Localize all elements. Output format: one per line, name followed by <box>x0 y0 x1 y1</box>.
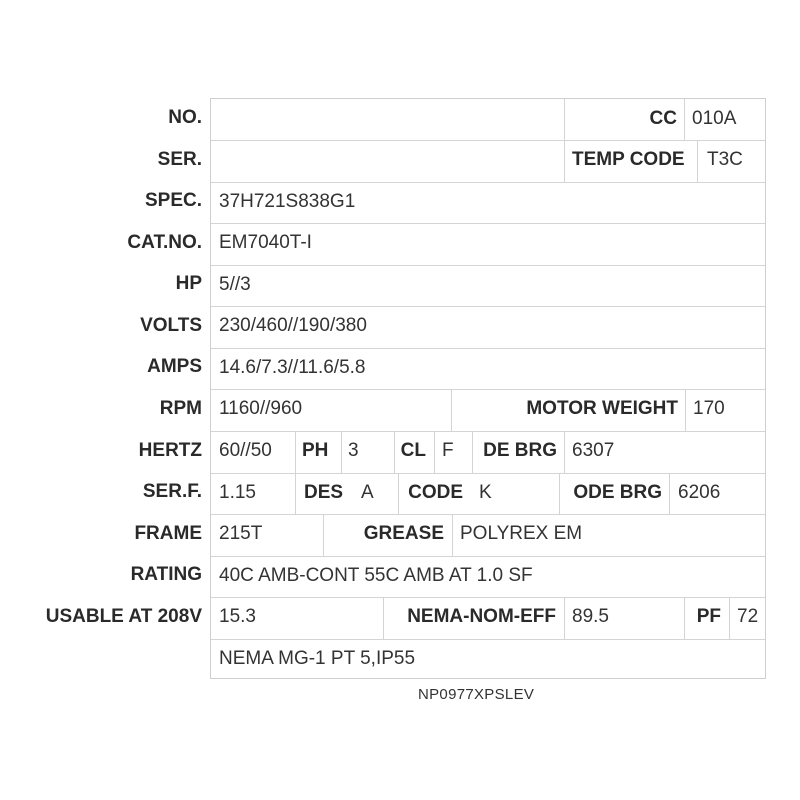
label-cat-no: CAT.NO. <box>127 232 202 253</box>
hp-value: 5//3 <box>219 274 251 295</box>
cc-value: 010A <box>692 108 737 129</box>
label-spec: SPEC. <box>144 190 202 211</box>
part-number-footer: NP0977XPSLEV <box>418 686 535 703</box>
grid-line <box>684 99 685 140</box>
label-volts: VOLTS <box>140 315 202 336</box>
temp-code-label: TEMP CODE <box>572 149 685 170</box>
grid-line <box>341 431 342 473</box>
usable-value: 15.3 <box>219 606 256 627</box>
cl-label: CL <box>400 440 426 461</box>
label-usable: USABLE AT 208V <box>45 606 202 627</box>
grease-label: GREASE <box>363 523 444 544</box>
label-hp: HP <box>175 273 202 294</box>
grid-line <box>669 473 670 514</box>
rating-value: 40C AMB-CONT 55C AMB AT 1.0 SF <box>219 565 533 586</box>
nema-nom-eff-value: 89.5 <box>572 606 609 627</box>
nema-mg-value: NEMA MG-1 PT 5,IP55 <box>219 648 416 669</box>
ph-label: PH <box>302 440 329 461</box>
grease-value: POLYREX EM <box>460 523 583 544</box>
volts-value: 230/460//190/380 <box>219 315 367 336</box>
label-frame: FRAME <box>134 523 202 544</box>
label-hertz: HERTZ <box>138 440 202 461</box>
label-ser-f: SER.F. <box>142 481 202 502</box>
label-rpm: RPM <box>159 398 202 419</box>
amps-value: 14.6/7.3//11.6/5.8 <box>219 357 366 378</box>
motor-weight-label: MOTOR WEIGHT <box>526 398 678 419</box>
rpm-value: 1160//960 <box>219 398 303 419</box>
code-value: K <box>479 482 492 503</box>
ser-f-value: 1.15 <box>219 482 256 503</box>
des-label: DES <box>304 482 344 503</box>
frame-value: 215T <box>219 523 263 544</box>
grid-line <box>295 473 296 514</box>
label-ser: SER. <box>157 149 202 170</box>
de-brg-value: 6307 <box>572 440 615 461</box>
de-brg-label: DE BRG <box>483 440 557 461</box>
cc-label: CC <box>649 108 677 129</box>
grid-line <box>697 140 698 182</box>
ode-brg-value: 6206 <box>678 482 721 503</box>
cl-value: F <box>442 440 454 461</box>
nameplate-grid <box>210 98 766 679</box>
label-amps: AMPS <box>147 356 202 377</box>
ph-value: 3 <box>348 440 359 461</box>
grid-line <box>685 389 686 431</box>
nema-nom-eff-label: NEMA-NOM-EFF <box>407 606 556 627</box>
code-label: CODE <box>408 482 463 503</box>
hertz-value: 60//50 <box>219 440 272 461</box>
grid-line <box>564 597 565 639</box>
grid-line <box>434 431 435 473</box>
grid-line <box>729 597 730 639</box>
motor-weight-value: 170 <box>693 398 725 419</box>
cat-no-value: EM7040T-I <box>219 232 312 253</box>
grid-line <box>452 514 453 556</box>
label-no: NO. <box>168 107 202 128</box>
temp-code-value: T3C <box>707 149 743 170</box>
grid-line <box>211 265 765 266</box>
ode-brg-label: ODE BRG <box>573 482 662 503</box>
grid-line <box>295 431 296 473</box>
label-rating: RATING <box>130 564 202 585</box>
pf-value: 72 <box>737 606 759 627</box>
des-value: A <box>361 482 374 503</box>
spec-value: 37H721S838G1 <box>219 191 356 212</box>
pf-label: PF <box>696 606 721 627</box>
grid-line <box>564 431 565 473</box>
